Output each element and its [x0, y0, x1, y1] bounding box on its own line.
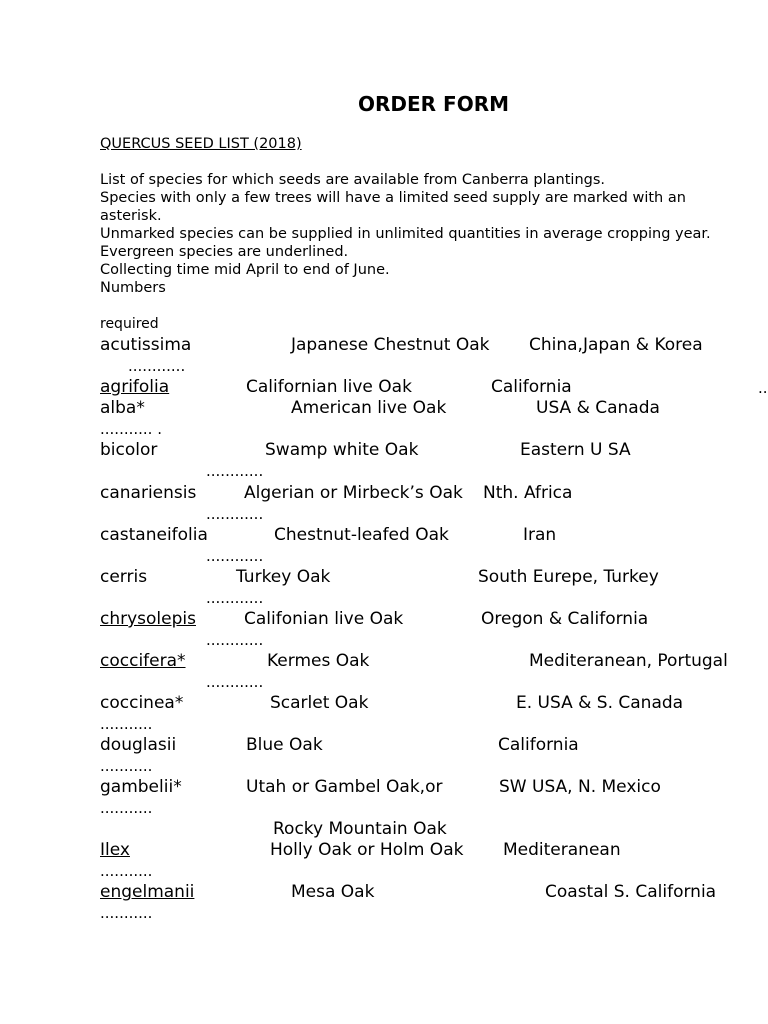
intro-line: Collecting time mid April to end of June. [100, 262, 390, 278]
common-name: Japanese Chestnut Oak [291, 335, 490, 355]
common-name: Turkey Oak [236, 567, 331, 587]
species-name: agrifolia [100, 377, 170, 397]
intro-line: Species with only a few trees will have a limited seed supply are marked with an [100, 190, 686, 206]
origin: Mediteranean [503, 840, 621, 860]
origin: California [491, 377, 572, 397]
quantity-dots: .. [758, 379, 768, 397]
origin: China,Japan & Korea [529, 335, 703, 355]
quantity-dots: ............ [206, 547, 264, 565]
origin: Oregon & California [481, 609, 649, 629]
common-name: American live Oak [291, 398, 447, 418]
intro-line: Numbers [100, 280, 166, 296]
origin: Iran [523, 525, 557, 545]
common-name: Blue Oak [246, 735, 323, 755]
common-name: Mesa Oak [291, 882, 375, 902]
quantity-dots: ........... [100, 715, 153, 733]
common-name: Algerian or Mirbeck’s Oak [244, 483, 463, 503]
common-name: Holly Oak or Holm Oak [270, 840, 464, 860]
species-name: engelmanii [100, 882, 195, 902]
origin: Coastal S. California [545, 882, 717, 902]
species-name: chrysolepis [100, 609, 196, 629]
origin: Nth. Africa [483, 483, 573, 503]
origin: E. USA & S. Canada [516, 693, 684, 713]
common-name: Swamp white Oak [265, 440, 419, 460]
common-name: Scarlet Oak [270, 693, 369, 713]
common-name: Califonian live Oak [244, 609, 404, 629]
quantity-dots: ........... [100, 799, 153, 817]
species-name: coccinea* [100, 693, 184, 713]
intro-line: List of species for which seeds are available from Canberra plantings. [100, 172, 606, 188]
origin: South Eurepe, Turkey [478, 567, 659, 587]
common-name: Chestnut-leafed Oak [274, 525, 449, 545]
intro-line: asterisk. [100, 208, 162, 224]
quantity-dots: ........... [100, 757, 153, 775]
species-name: alba* [100, 398, 145, 418]
quantity-dots: ............ [128, 357, 186, 375]
common-name: Californian live Oak [246, 377, 412, 397]
quantity-dots: ........... [100, 862, 153, 880]
species-name: coccifera* [100, 651, 186, 671]
intro-line: Evergreen species are underlined. [100, 244, 349, 260]
species-name: Ilex [100, 840, 130, 860]
common-name: Kermes Oak [267, 651, 370, 671]
quantity-dots: ............ [206, 673, 264, 691]
origin: Mediteranean, Portugal [529, 651, 728, 671]
origin: Eastern U SA [520, 440, 631, 460]
quantity-dots: ............ [206, 589, 264, 607]
seed-list-subtitle: QUERCUS SEED LIST (2018) [100, 136, 302, 152]
common-name-continued: Rocky Mountain Oak [273, 819, 447, 839]
intro-line: Unmarked species can be supplied in unlimited quantities in average cropping year. [100, 226, 711, 242]
page-title: ORDER FORM [358, 92, 509, 116]
origin: SW USA, N. Mexico [499, 777, 661, 797]
quantity-dots: ............ [206, 462, 264, 480]
species-name: canariensis [100, 483, 197, 503]
species-name: douglasii [100, 735, 177, 755]
quantity-dots: ........... . [100, 420, 162, 438]
quantity-dots: ........... [100, 904, 153, 922]
species-name: castaneifolia [100, 525, 208, 545]
species-name: gambelii* [100, 777, 182, 797]
required-label: required [100, 316, 159, 332]
quantity-dots: ............ [206, 631, 264, 649]
species-name: acutissima [100, 335, 192, 355]
quantity-dots: ............ [206, 505, 264, 523]
origin: USA & Canada [536, 398, 660, 418]
species-name: cerris [100, 567, 148, 587]
origin: California [498, 735, 579, 755]
species-name: bicolor [100, 440, 158, 460]
common-name: Utah or Gambel Oak,or [246, 777, 443, 797]
